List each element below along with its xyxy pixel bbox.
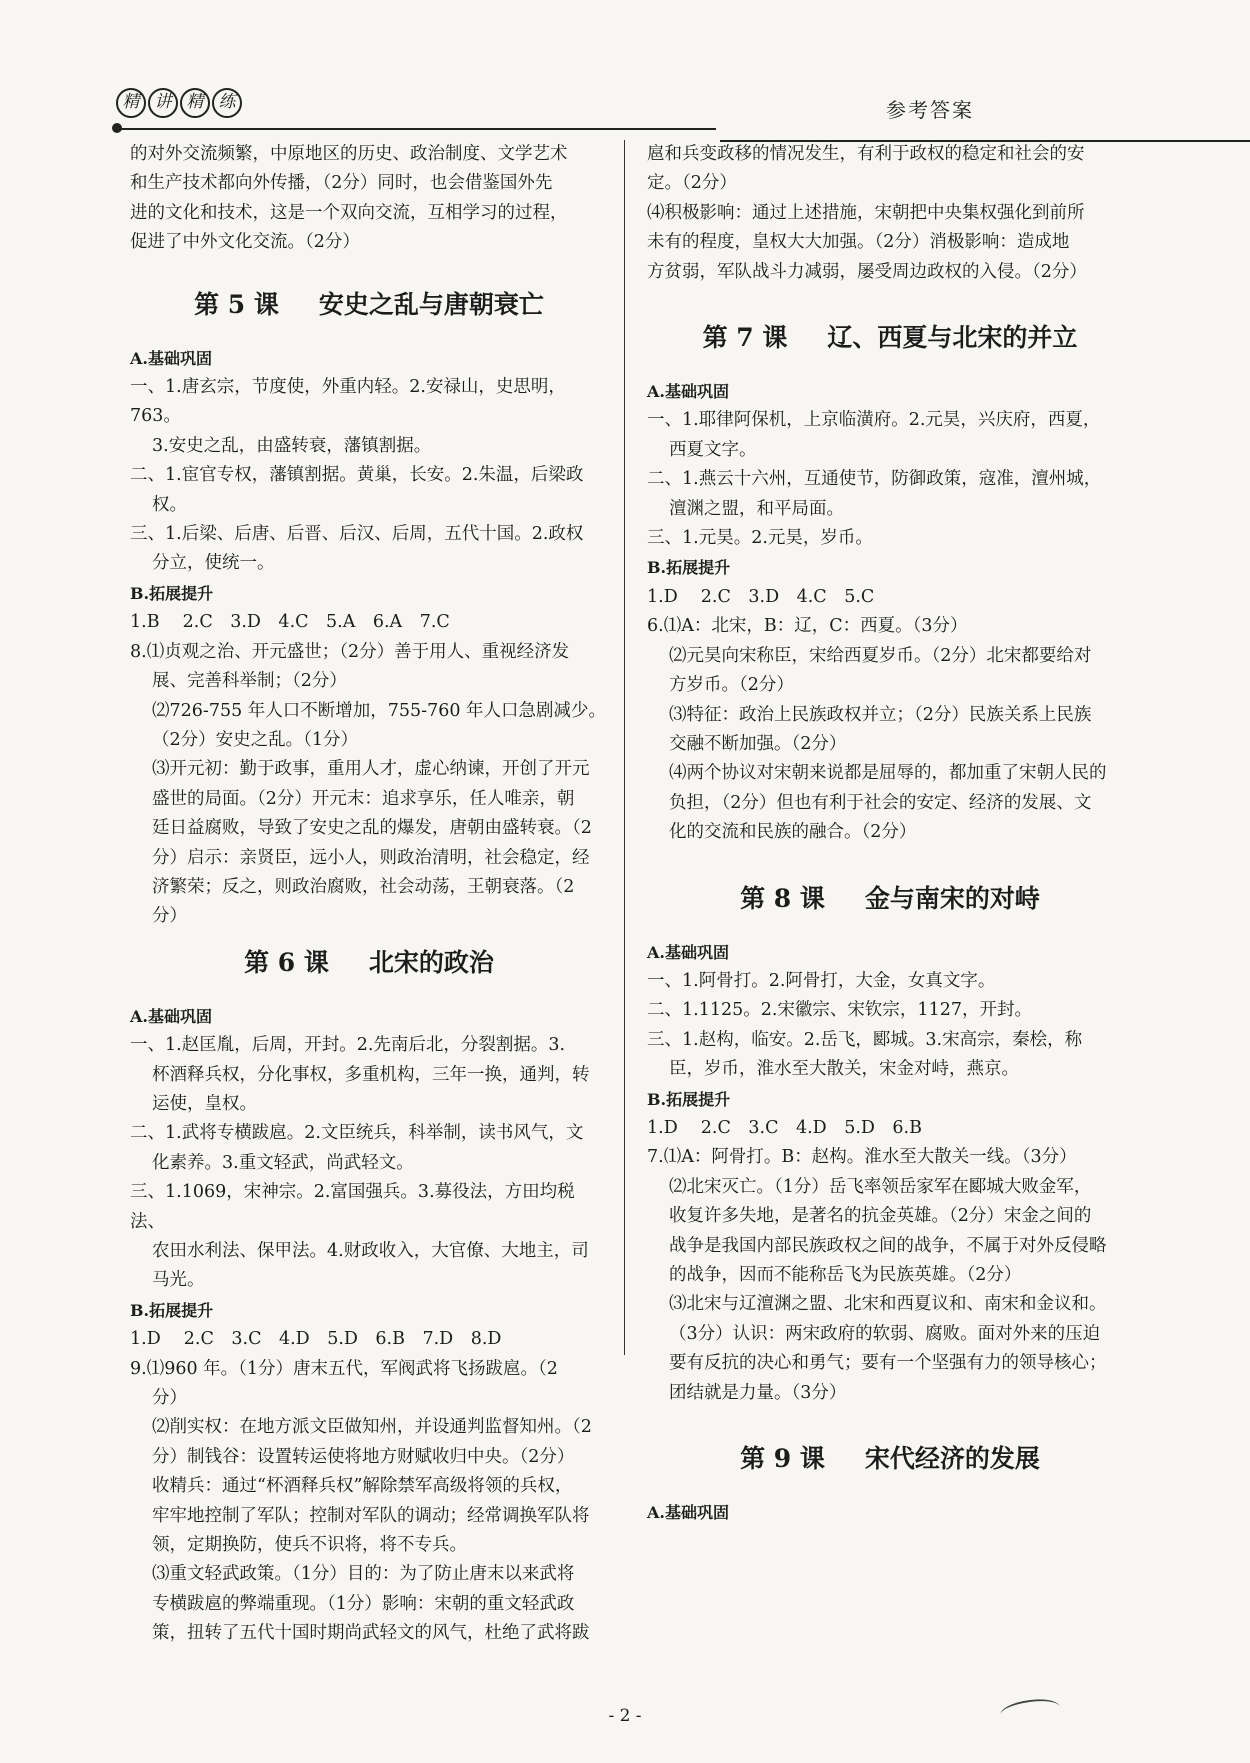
brand-char: 练: [212, 88, 242, 118]
text-line: ⑷积极影响：通过上述措施，宋朝把中央集权强化到前所: [647, 202, 1085, 223]
text-line: 济繁荣；反之，则政治腐败，社会动荡，王朝衰落。（2: [152, 876, 575, 897]
lesson-heading: [647, 882, 1133, 916]
text-line: 西夏文字。: [669, 439, 757, 460]
text-line: （3分）认识：两宋政府的软弱、腐败。面对外来的压迫: [669, 1323, 1101, 1344]
text-line: 农田水利法、保甲法。4.财政收入，大官僚、大地主，司: [152, 1241, 589, 1261]
section-label: A.基础巩固: [130, 1006, 212, 1026]
text-line: 的战争，因而不能称岳飞为民族英雄。（2分）: [669, 1265, 1022, 1285]
text-line: 3.安史之乱，由盛转衰，藩镇割据。: [152, 435, 432, 456]
text-line: 分立，使统一。: [152, 553, 275, 574]
header-rule-left: [116, 128, 716, 130]
text-line: 收精兵：通过“杯酒释兵权”解除禁军高级将领的兵权，: [152, 1476, 573, 1497]
text-line: 6.⑴A：北宋，B：辽，C：西夏。（3分）: [647, 616, 968, 637]
text-line: 三、1.后梁、后唐、后晋、后汉、后周，五代十国。2.政权: [130, 524, 584, 545]
text-line: 三、1.1069，宋神宗。2.富国强兵。3.募役法，方田均税法、: [130, 1182, 575, 1232]
section-label: A.基础巩固: [647, 942, 729, 962]
text-line: 分）启示：亲贤臣，远小人，则政治清明，社会稳定，经: [152, 847, 590, 868]
text-line: （2分）安史之乱。（1分）: [152, 729, 359, 750]
text-line: 二、1.燕云十六州，互通使节，防御政策，寇准，澶州城，: [647, 469, 1102, 490]
text-line: 促进了中外文化交流。（2分）: [130, 232, 360, 253]
lesson-number: 第 8 课: [740, 883, 825, 913]
left-column: [130, 140, 608, 1649]
lesson-number: 第 9 课: [740, 1444, 825, 1474]
text-line: 1.D 2.C 3.C 4.D 5.D 6.B: [647, 1117, 922, 1138]
text-line: 1.B 2.C 3.D 4.C 5.A 6.A 7.C: [130, 612, 450, 633]
text-line: 方岁币。（2分）: [669, 675, 794, 696]
section-label: A.基础巩固: [647, 382, 729, 402]
text-line: 扈和兵变政移的情况发生，有利于政权的稳定和社会的安: [647, 144, 1085, 164]
lesson-heading: [647, 321, 1133, 355]
text-line: 化的交流和民族的融合。（2分）: [669, 822, 917, 843]
text-line: 要有反抗的决心和勇气；要有一个坚强有力的领导核心；: [669, 1353, 1107, 1374]
text-line: 1.D 2.C 3.D 4.C 5.C: [647, 586, 875, 607]
text-line: ⑶特征：政治上民族政权并立；（2分）民族关系上民族: [669, 704, 1092, 725]
text-line: 一、1.唐玄宗，节度使，外重内轻。2.安禄山，史思明，763。: [130, 377, 566, 427]
lesson-title: 安史之乱与唐朝衰亡: [318, 289, 544, 319]
text-line: 定。（2分）: [647, 173, 737, 194]
text-line: 交融不断加强。（2分）: [669, 733, 847, 754]
text-line: 方贫弱，军队战斗力减弱，屡受周边政权的入侵。（2分）: [647, 261, 1087, 282]
section-label: A.基础巩固: [130, 348, 212, 368]
lesson-title: 金与南宋的对峙: [864, 883, 1040, 913]
text-line: 分）: [152, 906, 187, 927]
brand-char: 讲: [148, 88, 178, 118]
text-line: 未有的程度，皇权大大加强。（2分）消极影响：造成地: [647, 232, 1070, 253]
text-line: ⑵削实权：在地方派文臣做知州，并设通判监督知州。（2: [152, 1417, 592, 1438]
brand-char: 精: [116, 88, 146, 118]
brand-char: 精: [180, 88, 210, 118]
lesson-heading: [130, 946, 608, 980]
text-line: 和生产技术都向外传播，（2分）同时，也会借鉴国外先: [130, 173, 553, 194]
page-number: - 2 -: [608, 1706, 642, 1726]
text-line: 三、1.元昊。2.元昊，岁币。: [647, 528, 873, 549]
text-line: 马光。: [152, 1270, 205, 1291]
text-line: ⑶重文轻武政策。（1分）目的：为了防止唐末以来武将: [152, 1564, 575, 1585]
text-line: ⑵北宋灭亡。（1分）岳飞率领岳家军在郾城大败金军，: [669, 1176, 1092, 1197]
text-line: 一、1.阿骨打。2.阿骨打，大金，女真文字。: [647, 970, 996, 991]
text-line: 运使，皇权。: [152, 1093, 257, 1114]
lesson-heading: [130, 288, 608, 322]
lesson-title: 宋代经济的发展: [864, 1444, 1040, 1474]
text-line: ⑵726-755 年人口不断增加，755-760 年人口急剧减少。: [152, 700, 607, 721]
text-line: 二、1.武将专横跋扈。2.文臣统兵，科举制，读书风气，文: [130, 1123, 584, 1144]
lesson-title: 北宋的政治: [368, 947, 494, 977]
text-line: 负担，（2分）但也有利于社会的安定、经济的发展、文: [669, 792, 1092, 813]
text-line: 7.⑴A：阿骨打。B：赵构。淮水至大散关一线。（3分）: [647, 1147, 1077, 1168]
header-title: 参考答案: [886, 98, 974, 122]
text-line: 一、1.赵匡胤，后周，开封。2.先南后北，分裂割据。3.: [130, 1035, 566, 1056]
text-line: 1.D 2.C 3.C 4.D 5.D 6.B 7.D 8.D: [130, 1329, 502, 1350]
text-line: 澶渊之盟，和平局面。: [669, 498, 844, 519]
right-column: [647, 140, 1133, 1527]
column-divider: [624, 140, 625, 1355]
lesson-number: 第 7 课: [702, 323, 788, 353]
text-line: 盛世的局面。（2分）开元末：追求享乐，任人唯亲，朝: [152, 788, 575, 809]
text-line: 二、1.1125。2.宋徽宗、宋钦宗，1127，开封。: [647, 1000, 1032, 1021]
section-label: A.基础巩固: [647, 1503, 729, 1523]
text-line: 战争是我国内部民族政权之间的战争，不属于对外反侵略: [669, 1235, 1107, 1256]
text-line: 领，定期换防，使兵不识将，将不专兵。: [152, 1535, 467, 1556]
section-label: B.拓展提升: [130, 1300, 214, 1320]
text-line: ⑶北宋与辽澶渊之盟、北宋和西夏议和、南宋和金议和。: [669, 1294, 1107, 1315]
text-line: 团结就是力量。（3分）: [669, 1382, 847, 1403]
text-line: 廷日益腐败，导致了安史之乱的爆发，唐朝由盛转衰。（2: [152, 818, 592, 839]
lesson-title: 辽、西夏与北宋的并立: [827, 323, 1078, 353]
lesson-heading: [647, 1442, 1133, 1476]
text-line: 分）制钱谷：设置转运使将地方财赋收归中央。（2分）: [152, 1446, 575, 1467]
text-line: 牢牢地控制了军队；控制对军队的调动；经常调换军队将: [152, 1505, 590, 1526]
text-line: ⑶开元初：勤于政事，重用人才，虚心纳谏，开创了开元: [152, 759, 590, 780]
lesson-number: 第 5 课: [194, 289, 279, 319]
text-line: 三、1.赵构，临安。2.岳飞，郾城。3.宋高宗，秦桧，称: [647, 1029, 1083, 1050]
text-line: 化素养。3.重文轻武，尚武轻文。: [152, 1152, 414, 1173]
text-line: 9.⑴960 年。（1分）唐末五代，军阀武将飞扬跋扈。（2: [130, 1358, 558, 1379]
text-line: 进的文化和技术，这是一个双向交流，互相学习的过程，: [130, 202, 568, 223]
text-line: 专横跋扈的弊端重现。（1分）影响：宋朝的重文轻武政: [152, 1593, 575, 1614]
section-label: B.拓展提升: [130, 583, 214, 603]
text-line: 的对外交流频繁，中原地区的历史、政治制度、文学艺术: [130, 144, 568, 164]
section-label: B.拓展提升: [647, 1089, 731, 1109]
text-line: ⑵元昊向宋称臣，宋给西夏岁币。（2分）北宋都要给对: [669, 645, 1092, 666]
brand-logo: [116, 88, 242, 118]
text-line: 策，扭转了五代十国时期尚武轻文的风气，杜绝了武将跋: [152, 1623, 590, 1644]
text-line: 一、1.耶律阿保机，上京临潢府。2.元昊，兴庆府，西夏，: [647, 410, 1101, 431]
text-line: 二、1.宦官专权，藩镇割据。黄巢，长安。2.朱温，后梁政: [130, 465, 584, 486]
lesson-number: 第 6 课: [244, 947, 329, 977]
text-line: ⑷两个协议对宋朝来说都是屈辱的，都加重了宋朝人民的: [669, 763, 1107, 784]
text-line: 8.⑴贞观之治、开元盛世；（2分）善于用人、重视经济发: [130, 641, 570, 662]
text-line: 展、完善科举制；（2分）: [152, 671, 347, 692]
section-label: B.拓展提升: [647, 558, 731, 578]
text-line: 杯酒释兵权，分化事权，多重机构，三年一换，通判，转: [152, 1064, 590, 1085]
text-line: 分）: [152, 1388, 187, 1409]
page-header: [116, 88, 1136, 132]
text-line: 臣，岁币，淮水至大散关，宋金对峙，燕京。: [669, 1059, 1019, 1080]
text-line: 权。: [152, 494, 187, 515]
text-line: 收复许多失地，是著名的抗金英雄。（2分）宋金之间的: [669, 1206, 1092, 1227]
